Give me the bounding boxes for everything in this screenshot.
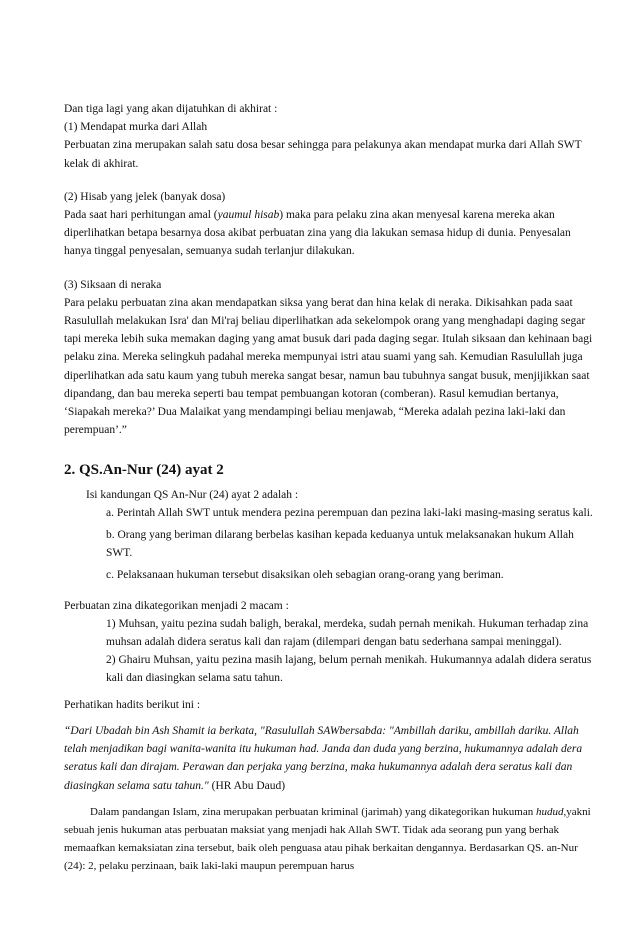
list-item: a. Perintah Allah SWT untuk mendera pezina perempuan dan pezina laki-laki masing-masing seratus kali. bbox=[106, 506, 593, 519]
section-heading: 2. QS.An-Nur (24) ayat 2 bbox=[64, 462, 224, 479]
closing-text-b: ,yakni sebuah jenis hukuman atas perbuatan maksiat yang menjadi hak Allah SWT. Tidak ada seorang pun yang berhak memaafkan kemaksiatan zina tersebut, baik oleh penguasa atau pihak berkaitan dengannya. Berdasarkan QS. an-Nur (24): 2, pelaku perzinaan, baik laki-laki maupun perempuan harus bbox=[64, 805, 591, 872]
closing-paragraph bbox=[64, 803, 594, 875]
point-3-body: Para pelaku perbuatan zina akan mendapatkan siksa yang berat dan hina kelak di neraka. Dikisahkan pada saat Rasulullah melakukan Isra' dan Mi'raj beliau diperlihatkan ada sekelompok orang yang menghadapi daging segar tapi mereka lebih suka memakan daging yang amat busuk dari pada daging segar. Itulah siksaan dan kehinaan bagi pelaku zina. Mereka selingkuh padahal mereka mempunyai istri atau suami yang sah. Kemudian Rasulullah juga diperlihatkan ada satu kaum yang tubuh mereka sangat besar, namun bau tubuhnya sangat busuk, menjijikkan saat dipandang, dan bau mereka seperti bau tempat pembuangan kotoran (comberan). Rasul kemudian bertanya, ‘Siapakah mereka?’ Dua Malaikat yang mendampingi beliau menjawab, “Mereka adalah pezina laki-laki dan perempuan’.” bbox=[64, 296, 593, 437]
categories-intro: Perbuatan zina dikategorikan menjadi 2 macam : bbox=[64, 599, 289, 612]
point-2-body bbox=[64, 206, 594, 261]
point-1-title: (1) Mendapat murka dari Allah bbox=[64, 121, 208, 134]
point-2-term: yaumul hisab bbox=[217, 209, 280, 222]
category-ghairu-muhsan: 2) Ghairu Muhsan, yaitu pezina masih lajang, belum pernah menikah. Hukumannya adalah didera seratus kali dan diasingkan selama satu tahun. bbox=[106, 654, 592, 685]
content-intro: Isi kandungan QS An-Nur (24) ayat 2 adalah : bbox=[86, 488, 299, 501]
point-3-title: (3) Siksaan di neraka bbox=[64, 278, 162, 291]
point-2-title: (2) Hisab yang jelek (banyak dosa) bbox=[64, 190, 226, 203]
closing-term: hudud bbox=[535, 805, 564, 818]
category-muhsan: 1) Muhsan, yaitu pezina sudah baligh, berakal, merdeka, sudah pernah menikah. Hukuman terhadap zina muhsan adalah didera seratus kali dan rajam (dilempari dengan batu sederhana sampai meninggal). bbox=[106, 617, 589, 649]
list-item: c. Pelaksanaan hukuman tersebut disaksikan oleh sebagian orang-orang yang beriman. bbox=[106, 569, 504, 582]
content-list bbox=[64, 504, 594, 585]
punishments-intro: Dan tiga lagi yang akan dijatuhkan di akhirat : bbox=[64, 103, 278, 115]
point-2-body-b: ) maka para pelaku zina akan menyesal karena mereka akan diperlihatkan betapa besarnya dosa akibat perbuatan zina yang dia lakukan semasa hidup di dunia. Penyesalan hanya tinggal penyesalan, semuanya sudah terlanjur dilakukan. bbox=[64, 209, 571, 258]
closing-text-a: Dalam pandangan Islam, zina merupakan perbuatan kriminal (jarimah) yang dikategorikan hukuman bbox=[90, 805, 536, 818]
hadith-source: (HR Abu Daud) bbox=[208, 779, 286, 792]
list-item: b. Orang yang beriman dilarang berbelas kasihan kepada keduanya untuk melaksanakan hukum Allah SWT. bbox=[106, 529, 574, 560]
document-page bbox=[64, 100, 594, 875]
categories-list bbox=[64, 615, 594, 688]
hadith-intro: Perhatikan hadits berikut ini : bbox=[64, 698, 201, 711]
hadith-quote bbox=[64, 722, 594, 795]
point-2-body-a: Pada saat hari perhitungan amal ( bbox=[64, 209, 218, 222]
point-1-body: Perbuatan zina merupakan salah satu dosa besar sehingga para pelakunya akan mendapat murka dari Allah SWT kelak di akhirat. bbox=[64, 139, 582, 170]
hadith-text: “Dari Ubadah bin Ash Shamit ia berkata, "Rasulullah SAWbersabda: "Ambillah dariku, ambillah dariku. Allah telah menjadikan bagi wanita-wanita itu hukuman had. Janda dan duda yang berzina, hukumannya adalah dera seratus kali dan dirajam. Perawan dan perjaka yang berzina, maka hukumannya adalah dera seratus kali dan diasingkan selama satu tahun." bbox=[64, 724, 583, 792]
